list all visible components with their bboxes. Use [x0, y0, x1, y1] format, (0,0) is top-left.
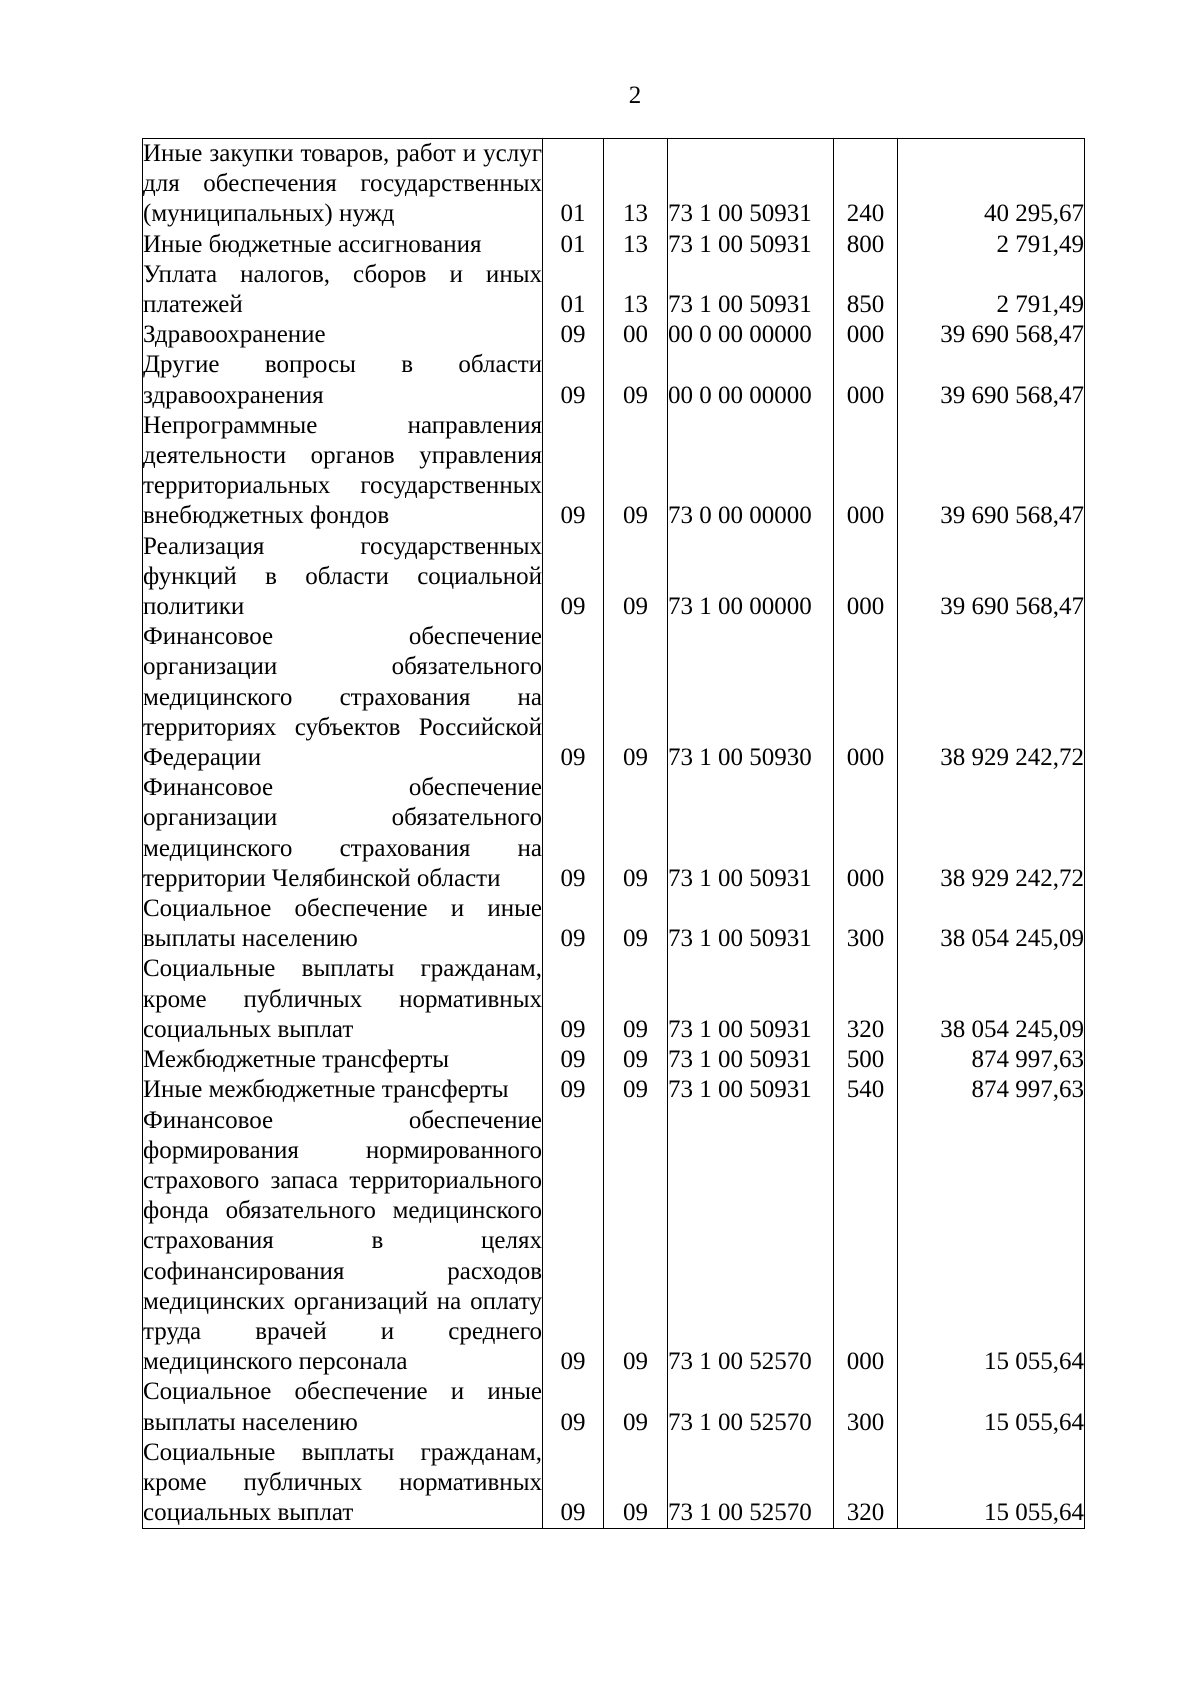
- expense-type-code: 000: [834, 622, 898, 773]
- table-row: [143, 230, 1085, 260]
- expense-name: Иные закупки товаров, работ и услуг для обеспечения государственных (муниципальных) нужд: [143, 139, 543, 230]
- target-item-code: 73 1 00 50931: [668, 139, 834, 230]
- amount: 2 791,49: [898, 230, 1085, 260]
- expense-type-code: 000: [834, 320, 898, 350]
- target-item-code: 73 1 00 52570: [668, 1377, 834, 1437]
- expense-type-code: 000: [834, 1106, 898, 1378]
- target-item-code: 73 1 00 50931: [668, 954, 834, 1045]
- target-item-code: 73 1 00 50931: [668, 260, 834, 320]
- amount: 38 054 245,09: [898, 954, 1085, 1045]
- target-item-code: 73 1 00 50930: [668, 622, 834, 773]
- target-item-code: 73 1 00 50931: [668, 230, 834, 260]
- subsection-code: 09: [604, 532, 668, 623]
- subsection-code: 09: [604, 1075, 668, 1105]
- amount: 15 055,64: [898, 1438, 1085, 1529]
- expense-type-code: 540: [834, 1075, 898, 1105]
- expense-name: Финансовое обеспечение организации обязательного медицинского страхования на территориях субъектов Российской Федерации: [143, 622, 543, 773]
- amount: 874 997,63: [898, 1045, 1085, 1075]
- amount: 39 690 568,47: [898, 532, 1085, 623]
- section-code: 09: [543, 532, 604, 623]
- expense-type-code: 240: [834, 139, 898, 230]
- table-row: [143, 411, 1085, 532]
- expense-type-code: 000: [834, 411, 898, 532]
- expense-name: Здравоохранение: [143, 320, 543, 350]
- expense-type-code: 000: [834, 773, 898, 894]
- expense-type-code: 320: [834, 1438, 898, 1529]
- expense-name: Социальные выплаты гражданам, кроме публичных нормативных социальных выплат: [143, 1438, 543, 1529]
- target-item-code: 73 1 00 50931: [668, 1045, 834, 1075]
- section-code: 09: [543, 350, 604, 410]
- subsection-code: 09: [604, 894, 668, 954]
- expense-type-code: 000: [834, 532, 898, 623]
- amount: 15 055,64: [898, 1377, 1085, 1437]
- table-row: [143, 773, 1085, 894]
- expense-type-code: 300: [834, 894, 898, 954]
- target-item-code: 73 1 00 00000: [668, 532, 834, 623]
- target-item-code: 73 1 00 50931: [668, 773, 834, 894]
- subsection-code: 09: [604, 350, 668, 410]
- expense-name: Непрограммные направления деятельности органов управления территориальных государственных внебюджетных фондов: [143, 411, 543, 532]
- subsection-code: 09: [604, 1045, 668, 1075]
- target-item-code: 00 0 00 00000: [668, 320, 834, 350]
- section-code: 09: [543, 622, 604, 773]
- section-code: 09: [543, 1075, 604, 1105]
- target-item-code: 73 1 00 50931: [668, 1075, 834, 1105]
- subsection-code: 09: [604, 622, 668, 773]
- table-row: [143, 1106, 1085, 1378]
- expense-name: Финансовое обеспечение организации обязательного медицинского страхования на территории Челябинской области: [143, 773, 543, 894]
- amount: 39 690 568,47: [898, 350, 1085, 410]
- section-code: 09: [543, 1377, 604, 1437]
- target-item-code: 00 0 00 00000: [668, 350, 834, 410]
- amount: 38 054 245,09: [898, 894, 1085, 954]
- amount: 15 055,64: [898, 1106, 1085, 1378]
- table-row: [143, 139, 1085, 230]
- section-code: 09: [543, 773, 604, 894]
- expense-type-code: 320: [834, 954, 898, 1045]
- table-row: [143, 320, 1085, 350]
- expense-type-code: 850: [834, 260, 898, 320]
- expense-name: Межбюджетные трансферты: [143, 1045, 543, 1075]
- table-row: [143, 1438, 1085, 1529]
- expense-type-code: 300: [834, 1377, 898, 1437]
- expense-name: Финансовое обеспечение формирования нормированного страхового запаса территориального фонда обязательного медицинского страхования в целях софинансирования расходов медицинских организаций на оплату труда врачей и среднего медицинского персонала: [143, 1106, 543, 1378]
- subsection-code: 09: [604, 1377, 668, 1437]
- expense-name: Другие вопросы в области здравоохранения: [143, 350, 543, 410]
- expense-name: Социальное обеспечение и иные выплаты населению: [143, 894, 543, 954]
- table-row: [143, 1377, 1085, 1437]
- table-row: [143, 350, 1085, 410]
- section-code: 09: [543, 1045, 604, 1075]
- subsection-code: 09: [604, 773, 668, 894]
- amount: 874 997,63: [898, 1075, 1085, 1105]
- subsection-code: 00: [604, 320, 668, 350]
- expense-name: Социальное обеспечение и иные выплаты населению: [143, 1377, 543, 1437]
- amount: 39 690 568,47: [898, 411, 1085, 532]
- budget-table: [142, 138, 1085, 1529]
- section-code: 01: [543, 260, 604, 320]
- amount: 39 690 568,47: [898, 320, 1085, 350]
- subsection-code: 13: [604, 230, 668, 260]
- amount: 2 791,49: [898, 260, 1085, 320]
- subsection-code: 09: [604, 411, 668, 532]
- section-code: 09: [543, 1438, 604, 1529]
- table-row: [143, 260, 1085, 320]
- target-item-code: 73 1 00 52570: [668, 1438, 834, 1529]
- expense-name: Социальные выплаты гражданам, кроме публичных нормативных социальных выплат: [143, 954, 543, 1045]
- table-row: [143, 532, 1085, 623]
- table-row: [143, 1045, 1085, 1075]
- expense-type-code: 800: [834, 230, 898, 260]
- section-code: 01: [543, 139, 604, 230]
- section-code: 09: [543, 1106, 604, 1378]
- table-row: [143, 1075, 1085, 1105]
- section-code: 09: [543, 894, 604, 954]
- section-code: 09: [543, 411, 604, 532]
- expense-name: Уплата налогов, сборов и иных платежей: [143, 260, 543, 320]
- subsection-code: 13: [604, 260, 668, 320]
- expense-name: Иные межбюджетные трансферты: [143, 1075, 543, 1105]
- expense-type-code: 500: [834, 1045, 898, 1075]
- section-code: 09: [543, 320, 604, 350]
- expense-type-code: 000: [834, 350, 898, 410]
- target-item-code: 73 1 00 50931: [668, 894, 834, 954]
- target-item-code: 73 0 00 00000: [668, 411, 834, 532]
- section-code: 09: [543, 954, 604, 1045]
- subsection-code: 13: [604, 139, 668, 230]
- subsection-code: 09: [604, 1106, 668, 1378]
- page-number: 2: [628, 82, 642, 109]
- subsection-code: 09: [604, 954, 668, 1045]
- table-row: [143, 894, 1085, 954]
- target-item-code: 73 1 00 52570: [668, 1106, 834, 1378]
- amount: 38 929 242,72: [898, 773, 1085, 894]
- expense-name: Иные бюджетные ассигнования: [143, 230, 543, 260]
- expense-name: Реализация государственных функций в области социальной политики: [143, 532, 543, 623]
- amount: 38 929 242,72: [898, 622, 1085, 773]
- table-row: [143, 622, 1085, 773]
- amount: 40 295,67: [898, 139, 1085, 230]
- section-code: 01: [543, 230, 604, 260]
- subsection-code: 09: [604, 1438, 668, 1529]
- table-row: [143, 954, 1085, 1045]
